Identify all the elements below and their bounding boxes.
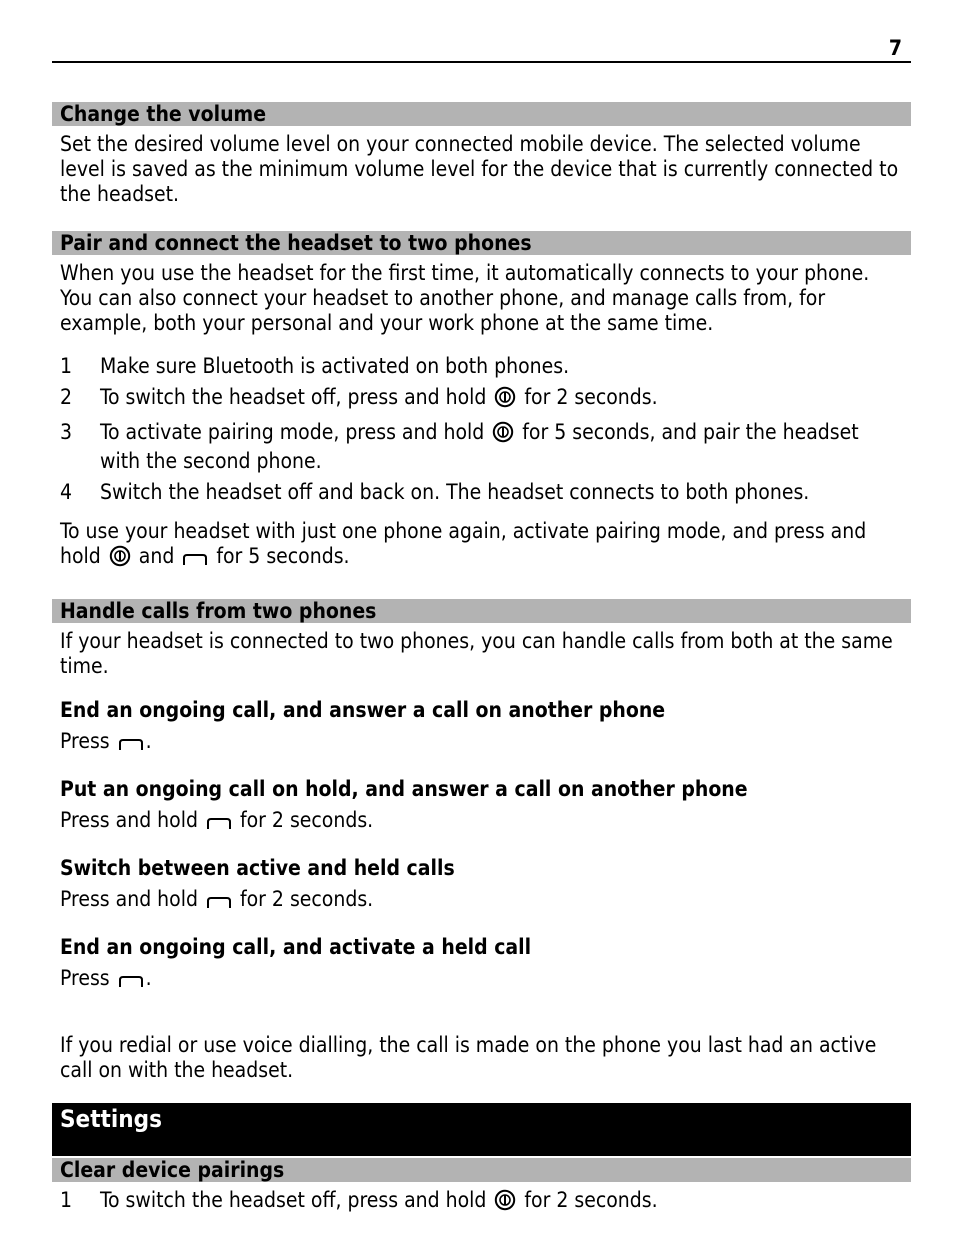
calls-item [52,777,911,837]
calls-item-title: End an ongoing call, and answer a call on another phone [60,698,666,722]
call-key-icon [182,548,208,573]
pair-step: 2 To switch the headset off, press and hold for 2 seconds. [52,385,911,414]
clear-pairings-step: 1 To switch the headset off, press and hold for 2 seconds. [52,1188,911,1217]
call-key-icon [118,733,144,758]
call-key-icon [206,812,232,837]
calls-item-body: Press and hold for 2 seconds. [52,887,911,916]
page-number: 7 [888,36,902,60]
pair-intro: When you use the headset for the first time, it automatically connects to your phone. You can also connect your headset to another phone, and manage calls from, for example, both your personal and your work phone at the same time. [60,261,870,335]
power-key-icon [492,421,514,449]
calls-item-body: Press and hold for 2 seconds. [52,808,911,837]
call-key-icon [206,891,232,916]
volume-body: Set the desired volume level on your connected mobile device. The selected volume level is saved as the minimum volume level for the device that is currently connected to the headset. [60,132,899,206]
calls-item-body: Press . [52,966,911,995]
calls-note: If you redial or use voice dialling, the call is made on the phone you last had an active call on with the headset. [60,1033,877,1082]
call-key-icon [118,970,144,995]
header-rule [52,61,911,63]
page-content [52,102,911,1223]
calls-item-title: Put an ongoing call on hold, and answer a call on another phone [60,777,748,801]
pair-step: 1 Make sure Bluetooth is activated on both phones. [60,354,570,378]
calls-item [52,935,911,995]
section-heading-calls: Handle calls from two phones [52,599,911,623]
calls-item-title: End an ongoing call, and activate a held call [60,935,532,959]
calls-intro: If your headset is connected to two phones, you can handle calls from both at the same time. [60,629,893,678]
calls-item [52,698,911,758]
power-key-icon [109,545,131,573]
power-key-icon [494,386,516,414]
calls-item [52,856,911,916]
pair-step: 4 Switch the headset off and back on. The headset connects to both phones. [60,480,810,504]
calls-item-body: Press . [52,729,911,758]
calls-item-title: Switch between active and held calls [60,856,455,880]
pair-steps [52,354,911,505]
section-heading-pair: Pair and connect the headset to two phones [52,231,911,255]
section-heading-volume: Change the volume [52,102,911,126]
pair-outro: To use your headset with just one phone again, activate pairing mode, and press and hold and for 5 seconds. [52,519,911,573]
settings-heading: Settings [52,1103,911,1156]
clear-pairings-steps [52,1188,911,1217]
power-key-icon [494,1189,516,1217]
pair-step: 3 To activate pairing mode, press and hold for 5 seconds, and pair the headset with the second phone. [60,420,859,473]
section-heading-clear-pairings: Clear device pairings [52,1158,911,1182]
